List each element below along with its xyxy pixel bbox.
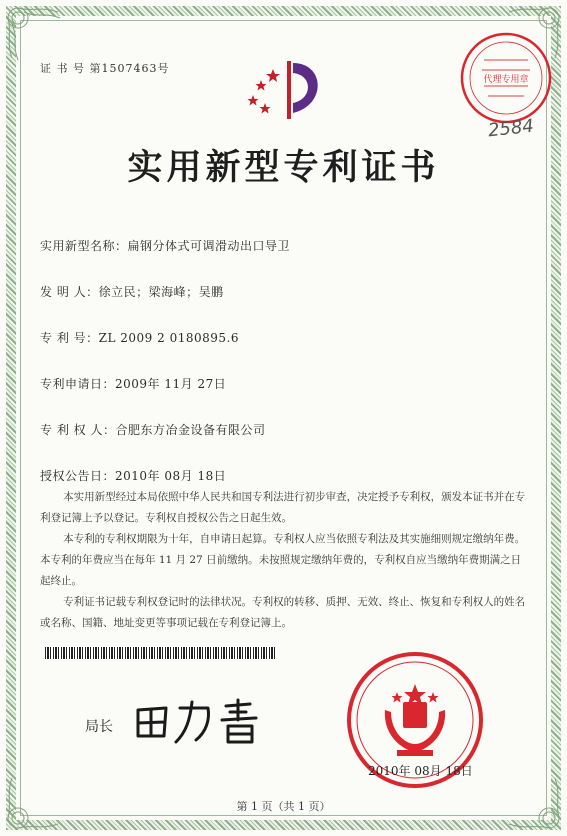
certificate-number: 证 书 号 第1507463号 [40,62,170,75]
field-grant-date [40,467,226,484]
field-value: ZL 2009 2 0180895.6 [98,331,239,345]
field-inventors [40,283,224,300]
handwritten-number: 2584 [487,115,535,142]
field-application-date [40,375,226,392]
director-signature [130,696,280,746]
body-paragraph: 专利证书记载专利权登记时的法律状况。专利权的转移、质押、无效、终止、恢复和专利权人的姓名或名称、国籍、地址变更等事项记载在专利登记簿上。 [40,596,526,629]
corner-ornament [2,2,62,62]
barcode [45,647,277,659]
field-value: 2009年 11月 27日 [115,377,227,391]
field-label: 专 利 号： [40,331,99,345]
certificate-body [40,487,530,634]
field-label: 专利申请日： [40,377,116,391]
page-number: 第 1 页（共 1 页） [236,800,331,813]
page-title: 实用新型专利证书 [127,147,440,188]
sipo-logo [235,55,330,125]
field-patentee [40,421,265,438]
field-value: 2010年 08月 18日 [115,469,227,483]
field-label: 授权公告日： [40,469,116,483]
field-patent-number [40,329,239,346]
svg-text:代理专用章: 代理专用章 [483,75,529,85]
body-paragraph: 本实用新型经过本局依照中华人民共和国专利法进行初步审查，决定授予专利权，颁发本证书并在专利登记簿上予以登记。专利权自授权公告之日起生效。 [40,491,526,524]
field-label: 专 利 权 人： [40,423,116,437]
director-label: 局长 [85,719,113,735]
field-value: 徐立民；梁海峰；吴鹏 [98,285,224,299]
seal-date: 2010年 08月 18日 [368,764,473,778]
field-utility-model-name [40,237,290,254]
field-value: 合肥东方冶金设备有限公司 [115,423,266,437]
field-label: 发 明 人： [40,285,99,299]
field-value: 扁钢分体式可调滑动出口导卫 [127,239,291,253]
body-paragraph: 本专利的专利权期限为十年，自申请日起算。专利权人应当依照专利法及其实施细则规定缴纳年费。本专利的年费应当在每年 11 月 27 日前缴纳。未按照规定缴纳年费的，专利权自应当缴纳年费期满之日起终止。 [40,533,526,587]
agency-stamp [458,30,554,126]
field-label: 实用新型名称： [40,239,128,253]
